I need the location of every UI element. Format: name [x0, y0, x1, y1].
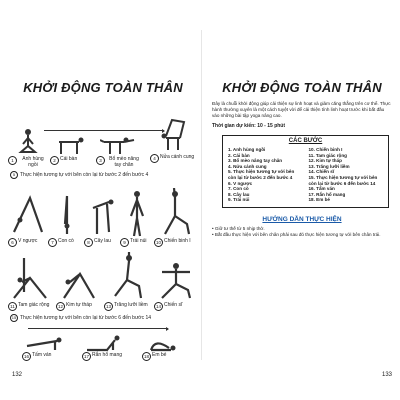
left-page: [8, 38, 198, 378]
step-item: 13. Trăng lưỡi liềm: [308, 163, 350, 169]
steps-column-left: [228, 147, 303, 203]
pose-number: 17: [83, 354, 89, 359]
pose-number: 16: [23, 354, 29, 359]
forward-fold-illustration: [51, 188, 81, 238]
right-page: [208, 38, 396, 378]
step-item: 9. Trái núi: [228, 197, 250, 203]
right-page-number: 133: [381, 372, 392, 378]
pose-8-figure: [84, 188, 120, 247]
pose-number: 12: [57, 304, 63, 309]
repeat-note-text: Thực hiện tương tự với bên còn lại từ bước 2 đến bước 4: [20, 172, 149, 178]
pose-16-figure: [22, 334, 68, 361]
pose-11-figure: [8, 252, 52, 311]
crescent-lunge-illustration: [107, 252, 147, 302]
pose-10-figure: [154, 188, 198, 247]
step-item: 4. Nửa cánh cung: [228, 163, 267, 169]
pose-label: Cây lau: [94, 238, 111, 244]
pose-label: Kim tự tháp: [66, 302, 92, 308]
repeat-note-1: [10, 171, 148, 179]
plank-illustration: [25, 334, 65, 352]
step-number: 5: [10, 171, 18, 179]
pose-label: Chiến binh I: [164, 238, 191, 244]
pose-number: 11: [8, 302, 17, 311]
step-item: 10. Chiến binh I: [308, 147, 343, 152]
mountain-pose-illustration: [125, 188, 149, 238]
bird-dog-illustration: [100, 134, 138, 156]
step-item: 16. Tấm ván: [308, 186, 335, 192]
intro-paragraph: Đây là chuỗi khởi động giúp cải thiện sự linh hoạt và giảm căng thẳng trên cơ thể. Thực hành thường xuyên là một cách tuyệt vời để cải thiện tính linh hoạt trước khi bắt đầu vào những bài tập yoga nâng cao.: [212, 101, 391, 118]
step-item: 8. Cây lau: [228, 191, 250, 197]
pose-18-figure: [142, 334, 182, 361]
steps-title: CÁC BƯỚC: [288, 138, 323, 144]
duration-text: Thời gian dự kiến: 10 - 15 phút: [212, 123, 286, 129]
pose-14-figure: [154, 252, 198, 311]
right-page-title: KHỞI ĐỘNG TOÀN THÂN: [222, 80, 382, 95]
table-pose-illustration: [53, 134, 87, 156]
pose-12-figure: [56, 252, 100, 311]
pose-7-figure: [48, 188, 84, 247]
wide-triangle-illustration: [10, 252, 50, 302]
flow-arrow: [44, 130, 164, 131]
pose-label: V ngược: [18, 238, 38, 244]
half-bow-illustration: [154, 114, 192, 154]
pose-label: Rắn hổ mang: [92, 352, 123, 358]
pose-number: 8: [84, 238, 93, 247]
pose-2-figure: [50, 134, 90, 165]
left-page-title: KHỞI ĐỘNG TOÀN THÂN: [23, 80, 183, 95]
left-page-number: 132: [12, 372, 23, 378]
pose-label: Nửa cánh cung: [160, 154, 195, 160]
pose-label: Em bé: [152, 352, 167, 358]
pose-number: 13: [105, 304, 111, 309]
pose-label: Trăng lưỡi liềm: [114, 302, 148, 308]
warrior-one-illustration: [157, 188, 195, 238]
pose-number: 10: [155, 240, 161, 245]
pose-label: Bổ mèo nâng tay chân: [109, 156, 139, 168]
pose-number: 6: [8, 238, 17, 247]
steps-column-right: [309, 147, 384, 203]
step-item: 18. Em bé: [308, 197, 330, 203]
pose-label: Trái núi: [130, 238, 147, 244]
page-gutter: [201, 30, 202, 360]
repeat-note-2: [10, 314, 151, 322]
pose-1-figure: [8, 126, 48, 168]
step-item: 14. Chiến sĩ: [308, 169, 335, 175]
pose-number: 7: [48, 238, 57, 247]
child-pose-illustration: [145, 334, 179, 352]
guide-item: • Giữ tư thế từ 5 nhịp thở.: [212, 225, 265, 231]
pose-17-figure: [82, 334, 128, 361]
pose-13-figure: [104, 252, 150, 311]
seated-hero-illustration: [13, 126, 43, 156]
step-item: 1. Anh hùng ngồi: [228, 147, 266, 152]
pose-label: Anh hùng ngồi: [22, 156, 44, 168]
pose-number: 4: [150, 154, 159, 163]
pose-number: 14: [155, 304, 161, 309]
pose-number: 1: [8, 156, 17, 165]
half-lift-illustration: [87, 188, 117, 238]
pose-9-figure: [120, 188, 154, 247]
step-item: 15. Thực hiện tương tự với bên còn lại từ bước 6 đến bước 14: [308, 174, 378, 186]
pose-label: Tam giác rộng: [18, 302, 50, 308]
guide-item: • Bắt đầu thực hiện với bên chân phải sau đó thực hiện tương tự với bên chân trái.: [212, 231, 381, 237]
pose-3-figure: [96, 134, 142, 168]
steps-box: [222, 135, 389, 208]
flow-arrow: [28, 328, 168, 329]
step-item: 7. Con cò: [228, 186, 249, 192]
pose-label: Cái bàn: [60, 156, 78, 162]
step-item: 2. Cái bàn: [228, 152, 250, 158]
pose-number: 18: [143, 354, 149, 359]
repeat-note-text: Thực hiện tương tự với bên còn lại từ bước 6 đến bước 14: [20, 315, 152, 321]
step-item: 6. V ngược: [228, 180, 253, 186]
pose-number: 2: [50, 156, 59, 165]
pyramid-pose-illustration: [58, 252, 98, 302]
step-item: 11. Tam giác rộng: [308, 152, 347, 158]
step-item: 12. Kim tự tháp: [308, 158, 342, 164]
pose-label: Tấm ván: [32, 352, 52, 358]
step-item: 3. Bổ mèo nâng tay chân: [228, 158, 283, 164]
pose-number: 9: [120, 238, 129, 247]
step-number: 15: [11, 315, 17, 320]
pose-label: Chiến sĩ: [164, 302, 183, 308]
pose-4-figure: [150, 114, 196, 163]
cobra-illustration: [85, 334, 125, 352]
step-item: 5. Thực hiện tương tự với bên còn lại từ bước 2 đến bước 4: [228, 169, 295, 180]
downward-dog-illustration: [10, 188, 46, 238]
pose-number: 3: [96, 156, 105, 165]
pose-6-figure: [8, 188, 48, 247]
guide-title: HƯỚNG DẪN THỰC HIỆN: [262, 215, 342, 223]
step-item: 17. Rắn hổ mang: [308, 191, 346, 197]
pose-label: Con cò: [58, 238, 74, 244]
warrior-two-illustration: [156, 252, 196, 302]
